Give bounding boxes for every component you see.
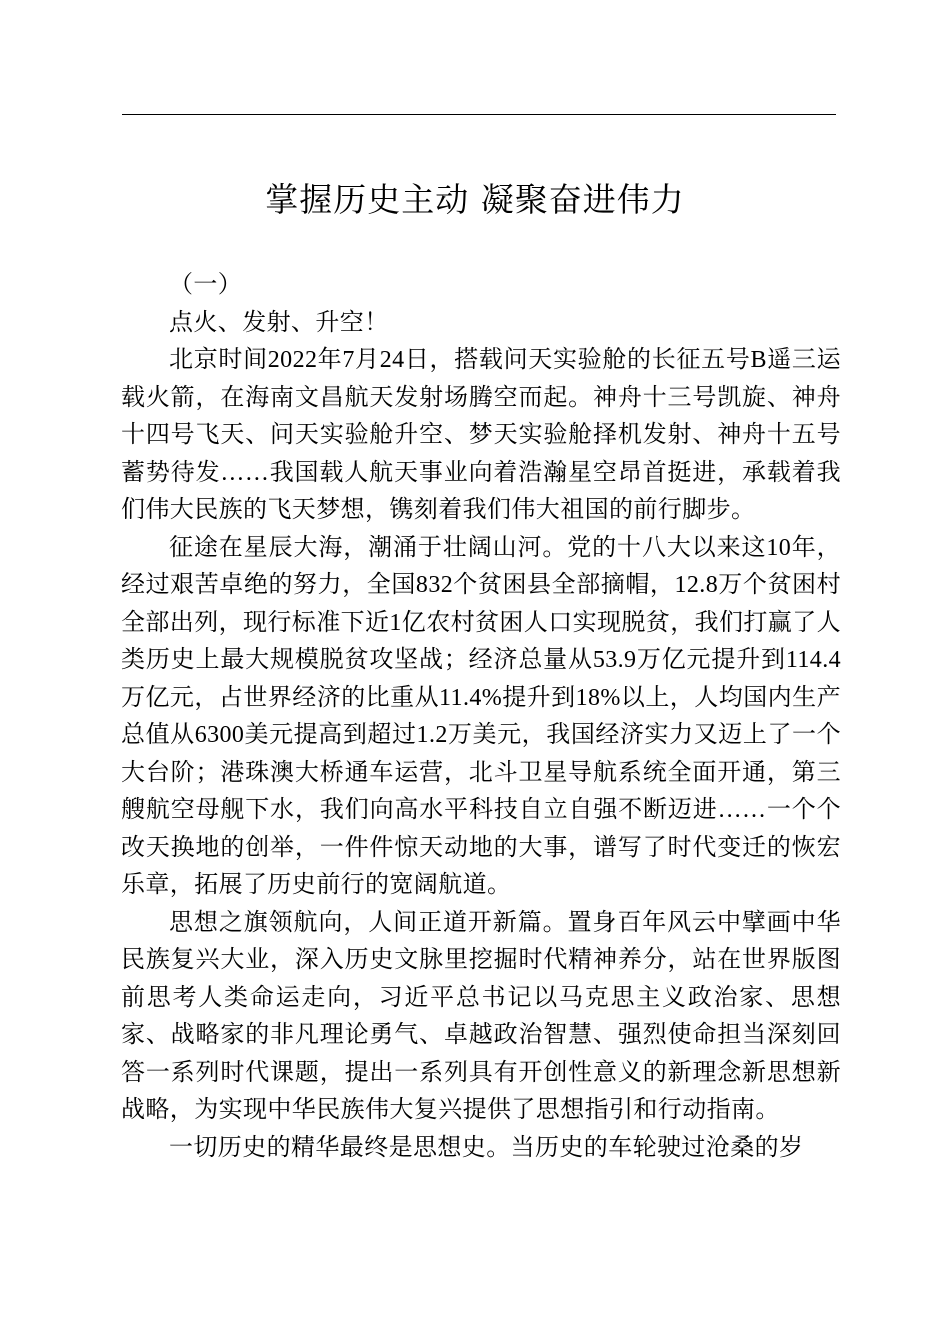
header-rule bbox=[122, 114, 836, 115]
page-title: 掌握历史主动 凝聚奋进伟力 bbox=[265, 180, 685, 219]
article-body bbox=[121, 267, 841, 1167]
paragraph: 征途在星辰大海，潮涌于壮阔山河。党的十八大以来这10年，经过艰苦卓绝的努力，全国832个贫困县全部摘帽，12.8万个贫困村全部出列，现行标准下近1亿农村贫困人口实现脱贫，我们打赢了人类历史上最大规模脱贫攻坚战；经济总量从53.9万亿元提升到114.4万亿元，占世界经济的比重从11.4%提升到18%以上，人均国内生产总值从6300美元提高到超过1.2万美元，我国经济实力又迈上了一个大台阶；港珠澳大桥通车运营，北斗卫星导航系统全面开通，第三艘航空母舰下水，我们向高水平科技自立自强不断迈进……一个个改天换地的创举，一件件惊天动地的大事，谱写了时代变迁的恢宏乐章，拓展了历史前行的宽阔航道。 bbox=[121, 534, 841, 898]
paragraph: 北京时间2022年7月24日，搭载问天实验舱的长征五号B遥三运载火箭，在海南文昌航天发射场腾空而起。神舟十三号凯旋、神舟十四号飞天、问天实验舱升空、梦天实验舱择机发射、神舟十五号蓄势待发……我国载人航天事业向着浩瀚星空昂首挺进，承载着我们伟大民族的飞天梦想，镌刻着我们伟大祖国的前行脚步。 bbox=[121, 347, 841, 523]
paragraph: 点火、发射、升空！ bbox=[169, 309, 389, 336]
paragraph: 一切历史的精华最终是思想史。当历史的车轮驶过沧桑的岁 bbox=[169, 1134, 804, 1161]
section-number: （一） bbox=[169, 272, 243, 298]
paragraph: 思想之旗领航向，人间正道开新篇。置身百年风云中擘画中华民族复兴大业，深入历史文脉里挖掘时代精神养分，站在世界版图前思考人类命运走向，习近平总书记以马克思主义政治家、思想家、战略家的非凡理论勇气、卓越政治智慧、强烈使命担当深刻回答一系列时代课题，提出一系列具有开创性意义的新理念新思想新战略，为实现中华民族伟大复兴提供了思想指引和行动指南。 bbox=[121, 909, 841, 1123]
